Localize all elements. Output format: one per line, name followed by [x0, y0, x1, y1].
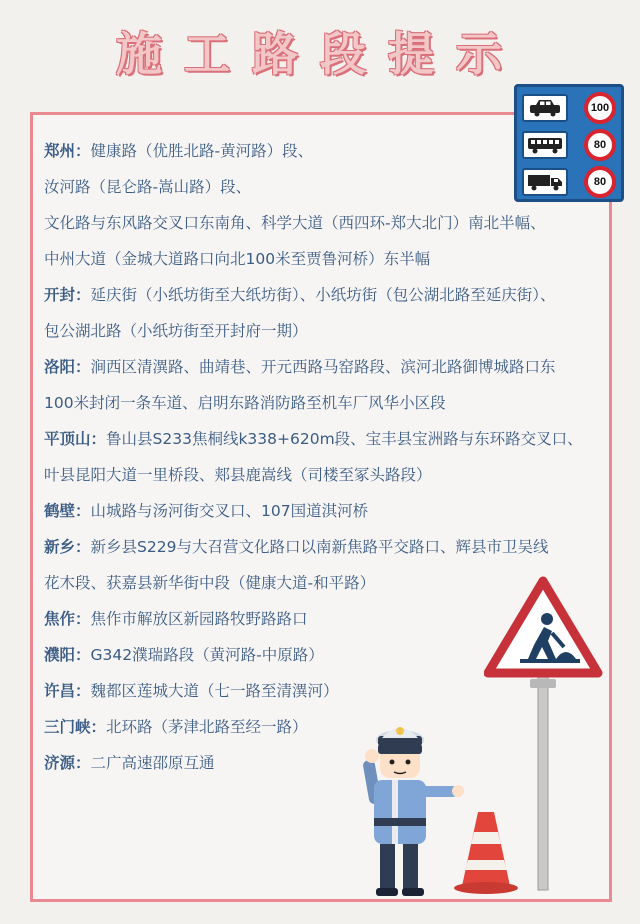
list-item [44, 529, 604, 565]
entry-text: 100米封闭一条车道、启明东路消防路至机车厂风华小区段 [44, 394, 446, 412]
entry-text: 花木段、获嘉县新华街中段（健康大道-和平路） [44, 574, 376, 592]
entry-text: 汝河路（昆仑路-嵩山路）段、 [44, 178, 252, 196]
city-label: 三门峡： [44, 718, 107, 736]
city-label: 平顶山： [44, 430, 107, 448]
list-item [44, 421, 604, 457]
entry-text: 涧西区清潩路、曲靖巷、开元西路马窑路段、滨河北路御博城路口东 [90, 358, 556, 376]
entry-pingdingshan [44, 421, 604, 493]
entry-text: 鲁山县S233焦桐线k338+620m段、宝丰县宝洲路与东环路交叉口、 [106, 430, 583, 448]
entry-text: 健康路（优胜北路-黄河路）段、 [90, 142, 314, 160]
list-item [44, 133, 604, 169]
city-label: 濮阳： [44, 646, 91, 664]
entry-text: 魏都区莲城大道（七一路至清潩河） [90, 682, 339, 700]
entry-kaifeng [44, 277, 604, 349]
city-label: 开封： [44, 286, 91, 304]
city-label: 洛阳： [44, 358, 91, 376]
page-title: 施工路段提示 [116, 27, 524, 81]
list-item [44, 349, 604, 385]
speed-limit-100: 100 [584, 92, 616, 124]
city-label: 郑州： [44, 142, 91, 160]
city-label: 鹤壁： [44, 502, 91, 520]
city-label: 焦作： [44, 610, 91, 628]
entry-text: 新乡县S229与大召营文化路口以南新焦路平交路口、辉县市卫吴线 [90, 538, 549, 556]
entry-text: 二广高速邵原互通 [90, 754, 215, 772]
city-label: 济源： [44, 754, 91, 772]
traffic-cone-icon [452, 808, 520, 896]
entry-text: 中州大道（金城大道路口向北100米至贾鲁河桥）东半幅 [44, 250, 431, 268]
entry-text: 北环路（茅津北路至经一路） [106, 718, 308, 736]
car-icon [522, 94, 568, 122]
list-item [44, 493, 604, 529]
entry-hebi [44, 493, 604, 529]
entry-text: 焦作市解放区新园路牧野路路口 [90, 610, 308, 628]
speed-limit-80-bus: 80 [584, 129, 616, 161]
entry-text: 文化路与东风路交叉口东南角、科学大道（西四环-郑大北门）南北半幅、 [44, 214, 546, 232]
traffic-police-icon [362, 722, 466, 900]
entry-zhengzhou [44, 133, 604, 277]
entry-text: 包公湖北路（小纸坊街至开封府一期） [44, 322, 308, 340]
speed-limit-80-truck: 80 [584, 166, 616, 198]
city-label: 许昌： [44, 682, 91, 700]
entry-text: 延庆街（小纸坊街至大纸坊街）、小纸坊街（包公湖北路至延庆街）、 [90, 286, 556, 304]
list-item [44, 277, 604, 313]
entry-text: 山城路与汤河街交叉口、107国道淇河桥 [90, 502, 369, 520]
entry-text: G342濮瑞路段（黄河路-中原路） [90, 646, 324, 664]
entry-text: 叶县昆阳大道一里桥段、郏县鹿嵩线（司楼至冢头路段） [44, 466, 432, 484]
speed-row-car [522, 91, 616, 125]
entry-luoyang [44, 349, 604, 421]
city-label: 新乡： [44, 538, 91, 556]
